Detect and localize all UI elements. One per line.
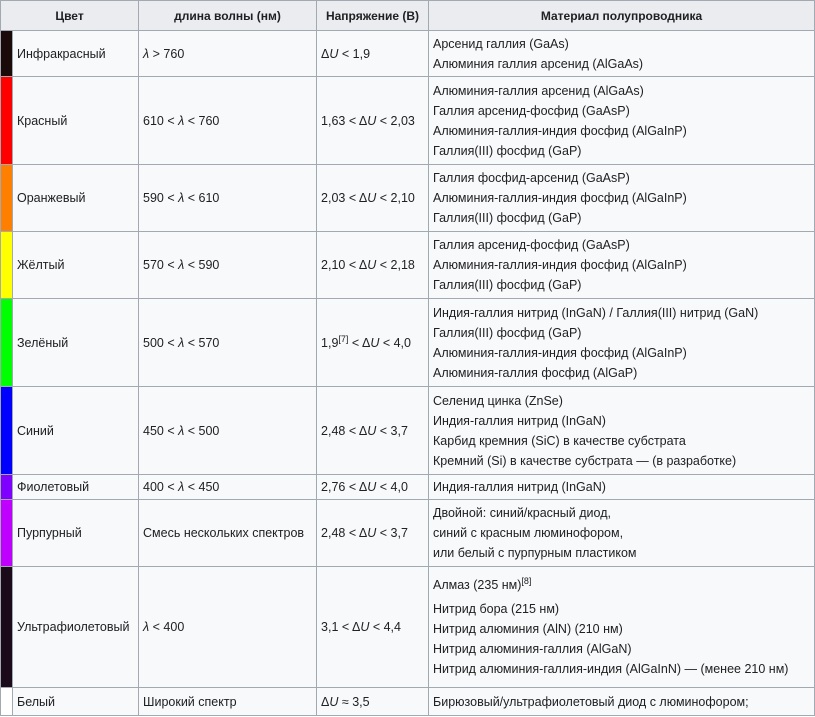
voltage-cell: 3,1 < ΔU < 4,4 — [317, 567, 429, 688]
wavelength-cell: 500 < λ < 570 — [139, 299, 317, 387]
color-name-cell: Фиолетовый — [13, 475, 139, 500]
material-line: Алюминия-галлия фосфид (AlGaP) — [433, 365, 638, 380]
material-line: Галлия(III) фосфид (GaP) — [433, 325, 582, 340]
material-line: Алюминия-галлия-индия фосфид (AlGaInP) — [433, 258, 687, 272]
color-swatch — [1, 387, 13, 475]
table-row — [1, 31, 815, 77]
material-cell — [429, 500, 815, 567]
material-line: Галлия(III) фосфид (GaP) — [433, 143, 582, 158]
header-voltage: Напряжение (В) — [317, 1, 429, 31]
voltage-cell: ΔU < 1,9 — [317, 31, 429, 77]
color-swatch — [1, 31, 13, 77]
color-swatch — [1, 77, 13, 165]
material-line: Индия-галлия нитрид (InGaN) — [433, 480, 606, 494]
material-line: Арсенид галлия (GaAs) — [433, 36, 569, 51]
material-cell — [429, 31, 815, 77]
material-line: Селенид цинка (ZnSe) — [433, 393, 563, 408]
wavelength-cell: Широкий спектр — [139, 688, 317, 716]
material-line: Галлия(III) фосфид (GaP) — [433, 278, 582, 292]
color-swatch — [1, 500, 13, 567]
material-line: Нитрид алюминия-галлия-индия (AlGaInN) — (менее 210 нм) — [433, 662, 789, 676]
header-wavelength: длина волны (нм) — [139, 1, 317, 31]
color-swatch — [1, 299, 13, 387]
wavelength-cell: 400 < λ < 450 — [139, 475, 317, 500]
header-color: Цвет — [1, 1, 139, 31]
table-row — [1, 500, 815, 567]
material-line: Алюминия-галлия-индия фосфид (AlGaInP) — [433, 191, 687, 205]
wavelength-cell: λ < 400 — [139, 567, 317, 688]
material-line: Нитрид алюминия (AlN) (210 нм) — [433, 622, 623, 636]
voltage-cell: 2,03 < ΔU < 2,10 — [317, 165, 429, 232]
material-cell — [429, 165, 815, 232]
table-row — [1, 387, 815, 475]
wavelength-cell: Смесь нескольких спектров — [139, 500, 317, 567]
table-row — [1, 299, 815, 387]
voltage-cell: 2,48 < ΔU < 3,7 — [317, 500, 429, 567]
table-row — [1, 77, 815, 165]
reference-link[interactable]: [8] — [521, 575, 532, 586]
table-row — [1, 165, 815, 232]
color-swatch — [1, 567, 13, 688]
color-swatch — [1, 232, 13, 299]
material-line: Галлия фосфид-арсенид (GaAsP) — [433, 171, 630, 185]
color-swatch — [1, 165, 13, 232]
material-line: Галлия арсенид-фосфид (GaAsP) — [433, 103, 630, 118]
header-material: Материал полупроводника — [429, 1, 815, 31]
voltage-cell: 1,9[7] < ΔU < 4,0 — [317, 299, 429, 387]
material-line: Двойной: синий/красный диод, — [433, 506, 611, 520]
wavelength-cell: 610 < λ < 760 — [139, 77, 317, 165]
color-name-cell: Синий — [13, 387, 139, 475]
material-line: Кремний (Si) в качестве субстрата — (в разработке) — [433, 453, 737, 468]
color-swatch — [1, 688, 13, 716]
material-line: Галлия(III) фосфид (GaP) — [433, 211, 582, 225]
material-line: Алмаз (235 нм)[8] — [433, 575, 532, 592]
material-line: Бирюзовый/ультрафиолетовый диод с люминофором; — [433, 694, 749, 709]
color-name-cell: Зелёный — [13, 299, 139, 387]
color-swatch — [1, 475, 13, 500]
table-row — [1, 567, 815, 688]
color-name-cell: Красный — [13, 77, 139, 165]
material-line: Алюминия-галлия-индия фосфид (AlGaInP) — [433, 123, 687, 138]
material-line: Карбид кремния (SiC) в качестве субстрата — [433, 433, 686, 448]
color-name-cell: Оранжевый — [13, 165, 139, 232]
reference-link[interactable]: [7] — [338, 333, 349, 344]
material-cell — [429, 387, 815, 475]
wavelength-cell: λ > 760 — [139, 31, 317, 77]
material-line: синий с красным люминофором, — [433, 526, 624, 540]
wavelength-cell: 590 < λ < 610 — [139, 165, 317, 232]
table-body — [1, 31, 815, 716]
table-row — [1, 688, 815, 716]
material-cell — [429, 688, 815, 716]
table-row — [1, 475, 815, 500]
material-cell — [429, 232, 815, 299]
color-name-cell: Пурпурный — [13, 500, 139, 567]
color-name-cell: Ультрафиолетовый — [13, 567, 139, 688]
material-cell — [429, 567, 815, 688]
voltage-cell: ΔU ≈ 3,5 — [317, 688, 429, 716]
color-name-cell: Белый — [13, 688, 139, 716]
wavelength-cell: 450 < λ < 500 — [139, 387, 317, 475]
material-cell — [429, 77, 815, 165]
material-line: Алюминия галлия арсенид (AlGaAs) — [433, 56, 644, 71]
material-line: Нитрид алюминия-галлия (AlGaN) — [433, 642, 632, 656]
material-line: Индия-галлия нитрид (InGaN) / Галлия(III) нитрид (GaN) — [433, 305, 759, 320]
wavelength-cell: 570 < λ < 590 — [139, 232, 317, 299]
table-row — [1, 232, 815, 299]
material-line: Нитрид бора (215 нм) — [433, 602, 560, 616]
voltage-cell: 1,63 < ΔU < 2,03 — [317, 77, 429, 165]
material-line: Галлия арсенид-фосфид (GaAsP) — [433, 238, 630, 252]
material-cell — [429, 475, 815, 500]
voltage-cell: 2,48 < ΔU < 3,7 — [317, 387, 429, 475]
material-line: Индия-галлия нитрид (InGaN) — [433, 413, 606, 428]
material-line: Алюминия-галлия-индия фосфид (AlGaInP) — [433, 345, 687, 360]
material-line: Алюминия-галлия арсенид (AlGaAs) — [433, 83, 644, 98]
voltage-cell: 2,10 < ΔU < 2,18 — [317, 232, 429, 299]
material-cell — [429, 299, 815, 387]
color-name-cell: Инфракрасный — [13, 31, 139, 77]
material-line: или белый с пурпурным пластиком — [433, 546, 637, 560]
voltage-cell: 2,76 < ΔU < 4,0 — [317, 475, 429, 500]
header-row — [1, 1, 815, 31]
color-name-cell: Жёлтый — [13, 232, 139, 299]
